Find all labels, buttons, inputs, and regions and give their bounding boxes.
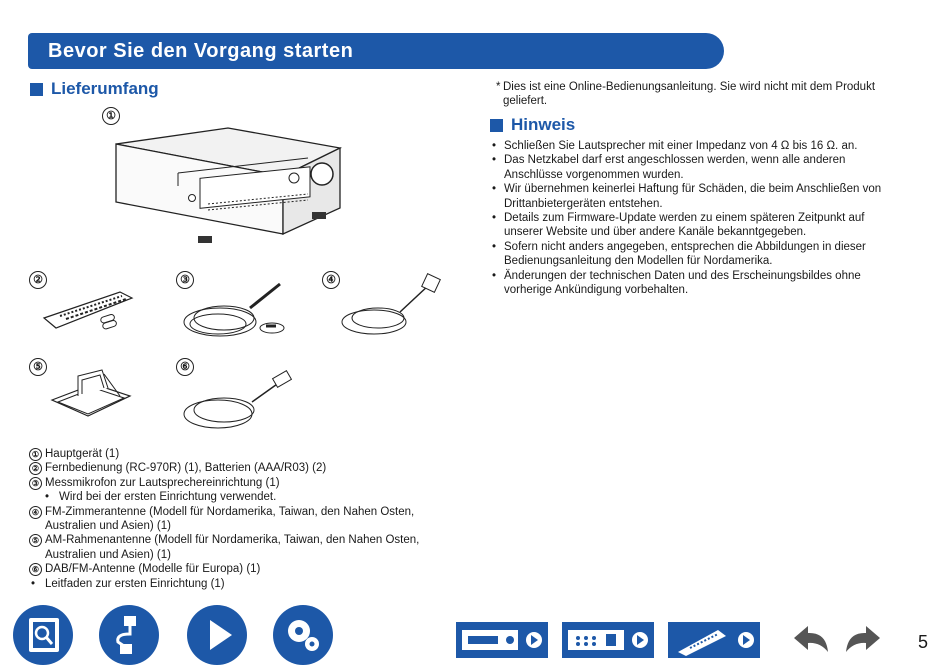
marker-3: ③: [176, 271, 194, 289]
remote-control-illustration: [40, 286, 136, 336]
contents-book-button[interactable]: [12, 604, 74, 666]
list-item-text: unserer Website und über andere Kanäle bekanntgegeben.: [504, 226, 807, 239]
list-marker: ③: [29, 477, 42, 490]
list-item-text: Wir übernehmen keinerlei Haftung für Schäden, die beim Anschließen von: [504, 183, 882, 196]
list-item: [29, 461, 469, 475]
list-item: • Änderungen der technischen Daten und des Erscheinungsbildes ohne vorherige Ankündigung vorbehalten.: [492, 269, 861, 297]
note-marker: *: [496, 81, 501, 93]
supply-list: [29, 447, 469, 591]
page-number: 5: [918, 632, 929, 652]
remote-control-button[interactable]: [668, 622, 760, 658]
list-item-text: Drittanbietergeräten entstehen.: [504, 197, 663, 210]
list-item-text: Details zum Firmware-Update werden zu einem späteren Zeitpunkt auf: [504, 212, 865, 225]
list-item: [29, 476, 469, 490]
marker-1: ①: [102, 107, 120, 125]
page-title: Bevor Sie den Vorgang starten: [48, 40, 354, 62]
av-receiver-illustration: [108, 118, 348, 250]
list-marker: ④: [29, 506, 42, 519]
list-item-text: Hauptgerät (1): [45, 448, 120, 460]
list-item: [29, 505, 469, 534]
list-item-text: Anschlüsse vorgenommen wurden.: [504, 168, 684, 181]
note-text: geliefert.: [503, 95, 548, 108]
supply-heading-text: Lieferumfang: [51, 79, 159, 98]
list-item-text: Messmikrofon zur Lautsprechereinrichtung (1): [45, 476, 280, 489]
hint-heading-text: Hinweis: [511, 115, 576, 134]
list-item-text: Schließen Sie Lautsprecher mit einer Impedanz von 4 Ω bis 16 Ω. an.: [504, 140, 858, 152]
list-item: • Schließen Sie Lautsprecher mit einer Impedanz von 4 Ω bis 16 Ω. an.: [492, 140, 858, 152]
setup-gear-button[interactable]: [272, 604, 334, 666]
list-item: [29, 562, 469, 576]
marker-4: ④: [322, 271, 340, 289]
list-item: • Wir übernehmen keinerlei Haftung für Schäden, die beim Anschließen von Drittanbietergeräten entstehen.: [492, 183, 882, 210]
connections-cable-button[interactable]: [98, 604, 160, 666]
list-item: • Das Netzkabel darf erst angeschlossen werden, wenn alle anderen Anschlüsse vorgenommen wurden.: [492, 154, 846, 181]
list-sub-item: • Wird bei der ersten Einrichtung verwendet.: [45, 491, 277, 504]
rear-panel-button[interactable]: [562, 622, 654, 658]
back-arrow-icon[interactable]: [790, 622, 832, 658]
dab-fm-antenna-illustration: [180, 366, 296, 436]
marker-5: ⑤: [29, 358, 47, 376]
list-marker: ①: [29, 448, 42, 461]
square-marker-icon: [490, 119, 503, 132]
marker-2: ②: [29, 271, 47, 289]
list-marker: •: [31, 577, 36, 590]
list-marker: ②: [29, 462, 42, 475]
list-item-text: AM-Rahmenantenne (Modell für Nordamerika, Taiwan, den Nahen Osten,: [45, 534, 420, 547]
list-item: • Details zum Firmware-Update werden zu einem späteren Zeitpunkt auf unserer Website und über andere Kanäle bekanntgegeben.: [492, 212, 865, 239]
hint-heading: [490, 115, 575, 135]
fm-indoor-antenna-illustration: [338, 272, 448, 344]
section-banner: [28, 33, 724, 69]
list-item-text: FM-Zimmerantenne (Modell für Nordamerika, Taiwan, den Nahen Osten,: [45, 505, 415, 518]
list-item-text: Wird bei der ersten Einrichtung verwendet.: [59, 491, 277, 504]
measurement-microphone-illustration: [180, 278, 292, 342]
square-marker-icon: [30, 83, 43, 96]
note-text: Dies ist eine Online-Bedienungsanleitung. Sie wird nicht mit dem Produkt: [503, 81, 876, 93]
list-item-text: Leitfaden zur ersten Einrichtung (1): [45, 577, 225, 590]
playback-button[interactable]: [186, 604, 248, 666]
list-item-text: Australien und Asien) (1): [45, 548, 171, 561]
list-item: [29, 577, 469, 591]
list-marker: ⑤: [29, 534, 42, 547]
list-item-text: Bedienungsanleitung den Modellen für Nordamerika.: [504, 255, 773, 268]
am-loop-antenna-illustration: [48, 366, 134, 430]
list-item-text: Das Netzkabel darf erst angeschlossen werden, wenn alle anderen: [504, 154, 846, 167]
forward-arrow-icon[interactable]: [842, 622, 884, 658]
online-manual-note: [496, 80, 906, 109]
list-item-text: Australien und Asien) (1): [45, 520, 171, 533]
supply-heading: [30, 79, 159, 99]
list-item-text: Fernbedienung (RC-970R) (1), Batterien (AAA/R03) (2): [45, 462, 327, 475]
list-item-text: vorherige Ankündigung vorbehalten.: [504, 284, 689, 297]
list-item-text: DAB/FM-Antenne (Modelle für Europa) (1): [45, 563, 261, 576]
list-item: • Sofern nicht anders angegeben, entsprechen die Abbildungen in dieser Bedienungsanleitung den Modellen für Nordamerika.: [492, 240, 866, 268]
hint-list: [492, 139, 912, 297]
list-item: [29, 533, 469, 562]
marker-6: ⑥: [176, 358, 194, 376]
list-item: [29, 447, 469, 461]
front-panel-button[interactable]: [456, 622, 548, 658]
list-marker: ⑥: [29, 563, 42, 576]
list-item-text: Sofern nicht anders angegeben, entsprechen die Abbildungen in dieser: [504, 240, 866, 253]
list-item-text: Änderungen der technischen Daten und des Erscheinungsbildes ohne: [504, 269, 861, 282]
